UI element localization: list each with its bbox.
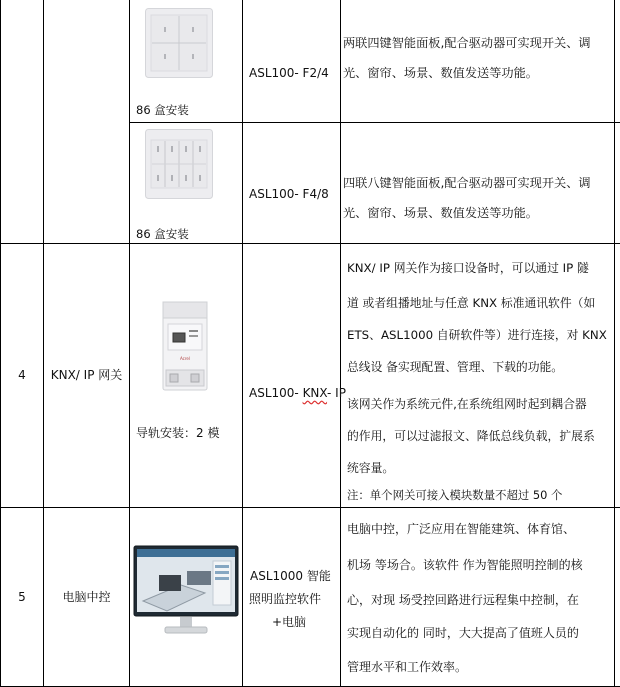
product-description-line: 的作用，可以过滤报文、降低总线负载，扩展系 xyxy=(347,429,595,443)
row-index: 5 xyxy=(18,589,26,604)
computer-monitor-icon xyxy=(133,545,239,637)
model-prefix: ASL100- xyxy=(249,386,303,400)
product-description-line: 实现自动化的 同时，大大提高了值班人员的 xyxy=(347,626,579,640)
product-description-line: 心，对现 场受控回路进行远程集中控制，在 xyxy=(347,593,579,607)
product-description-line: 四联八键智能面板,配合驱动器可实现开关、调 xyxy=(343,176,591,190)
four-gang-switch-panel-icon xyxy=(145,129,213,199)
product-description-line: 道 或者组播地址与任意 KNX 标准通讯软件（如 xyxy=(347,296,596,310)
product-description-line: KNX/ IP 网关作为接口设备时，可以通过 IP 隧 xyxy=(347,261,589,275)
product-description-line: 总线设 备实现配置、管理、下载的功能。 xyxy=(347,360,564,374)
two-gang-switch-panel-icon xyxy=(145,8,213,78)
software-model-line: 照明监控软件 xyxy=(249,592,322,606)
svg-text:Acrel: Acrel xyxy=(180,356,190,361)
table-right-border xyxy=(614,0,615,687)
column-divider xyxy=(242,0,243,687)
product-description-line: 电脑中控，广泛应用在智能建筑、体育馆、 xyxy=(347,522,576,536)
product-description-line: 光、窗帘、场景、数值发送等功能。 xyxy=(343,206,538,220)
product-name: 电脑中控 xyxy=(62,589,111,604)
row-divider xyxy=(129,122,620,123)
column-divider xyxy=(129,0,130,687)
product-description-line: 管理水平和工作效率。 xyxy=(347,660,468,674)
product-image-cell xyxy=(133,545,239,637)
software-model-line: ASL1000 智能 xyxy=(250,569,331,583)
product-description-note: 注：单个网关可接入模块数量不超过 50 个 xyxy=(347,488,563,502)
model-number: ASL100- F2/4 xyxy=(249,66,329,80)
install-method: 导轨安装：2 模 xyxy=(136,426,220,440)
model-number: ASL100- F4/8 xyxy=(249,187,329,201)
install-method: 86 盒安装 xyxy=(136,103,189,117)
product-image-cell xyxy=(145,129,213,199)
din-rail-gateway-icon xyxy=(160,300,210,392)
product-image-cell xyxy=(160,300,210,392)
model-suffix: - IP xyxy=(327,386,346,400)
product-description-line: 两联四键智能面板,配合驱动器可实现开关、调 xyxy=(343,36,591,50)
model-number xyxy=(249,386,346,400)
product-image-cell xyxy=(145,8,213,78)
product-description-line: 统容量。 xyxy=(347,461,395,475)
product-description-line: 光、窗帘、场景、数值发送等功能。 xyxy=(343,66,538,80)
software-model-line: +电脑 xyxy=(272,615,307,629)
model-spellcheck-marked: KNX xyxy=(302,386,328,400)
product-name: KNX/ IP 网关 xyxy=(50,368,123,383)
column-divider xyxy=(340,0,341,687)
install-method: 86 盒安装 xyxy=(136,227,189,241)
product-description-line: 机场 等场合。该软件 作为智能照明控制的核 xyxy=(347,558,583,572)
product-description-line: ETS、ASL1000 自研软件等）进行连接，对 KNX xyxy=(347,328,607,342)
row-index: 4 xyxy=(18,368,26,383)
product-description-line: 该网关作为系统元件,在系统组网时起到耦合器 xyxy=(347,397,587,411)
